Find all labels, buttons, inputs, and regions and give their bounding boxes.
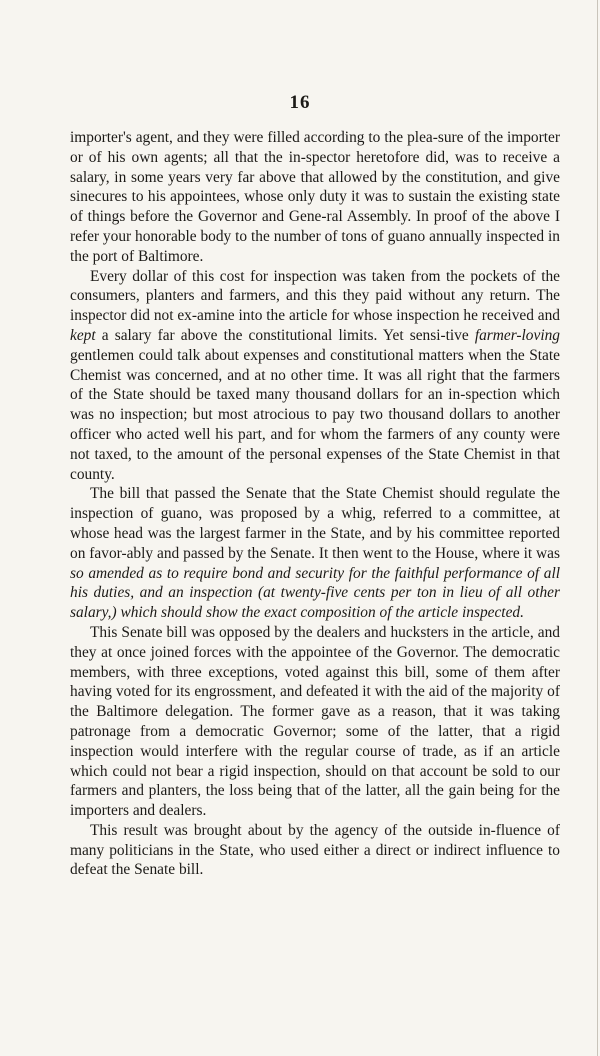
paragraph-3: [70, 484, 560, 623]
text-run: The bill that passed the Senate that the State Chemist should regulate the inspection of guano, was proposed by a whig, referred to a committee, at whose head was the largest farmer in the State, and by his committee reported on favor-ably and passed by the Senate. It then went to the House, where it was: [70, 485, 560, 562]
page-number: 16: [289, 92, 311, 113]
text-run: Every dollar of this cost for inspection was taken from the pockets of the consumers, planters and farmers, and this they paid without any return. The inspector did not ex-amine into the article for whose inspection he received and: [70, 267, 560, 325]
paragraph-4: [70, 623, 560, 821]
italic-run: farmer-loving: [474, 326, 560, 344]
page-edge-line: [597, 0, 598, 1056]
text-run: gentlemen could talk about expenses and constitutional matters when the State Chemist was concerned, and at no other time. It was all right that the farmers of the State should be taxed many thousand dollars for an in-spection which was no inspection; but most atrocious to pay two thousand dollars to another officer who acted well his part, and for whom the farmers of any county were not taxed, to the amount of the personal expenses of the State Chemist in that county.: [70, 346, 560, 483]
paragraph-2: [70, 267, 560, 485]
italic-run: so amended as to require bond and security for the faithful performance of all his duties, and an inspection (at twenty-five cents per ton in lieu of all other salary,) which should show the exact composition of the article inspected.: [70, 564, 560, 622]
text-run: This Senate bill was opposed by the dealers and hucksters in the article, and they at once joined forces with the appointee of the Governor. The democratic members, with three exceptions, voted against this bill, some of them after having voted for its engrossment, and defeated it with the aid of the majority of the Baltimore delegation. The former gave as a reason, that it was taking patronage from a democratic Governor; some of the latter, that a rigid inspection would interfere with the regular course of trade, as if an article which could not bear a rigid inspection, should on that account be sold to our farmers and planters, the loss being that of the latter, all the gain being for the importers and dealers.: [70, 623, 560, 820]
paragraph-1: [70, 128, 560, 267]
paragraph-5: [70, 821, 560, 880]
italic-run: kept: [70, 326, 96, 344]
body-text: [70, 128, 560, 880]
text-run: This result was brought about by the agency of the outside in-fluence of many politicians in the State, who used either a direct or indirect influence to defeat the Senate bill.: [70, 821, 560, 879]
text-run: importer's agent, and they were filled according to the plea-sure of the importer or of his own agents; all that the in-spector heretofore did, was to receive a salary, in some years very far above that allowed by the constitution, and give sinecures to his appointees, whose only duty it was to sustain the existing state of things before the Governor and Gene-ral Assembly. In proof of the above I refer your honorable body to the number of tons of guano annually inspected in the port of Baltimore.: [70, 129, 560, 265]
text-run: a salary far above the constitutional limits. Yet sensi-tive: [95, 326, 475, 344]
